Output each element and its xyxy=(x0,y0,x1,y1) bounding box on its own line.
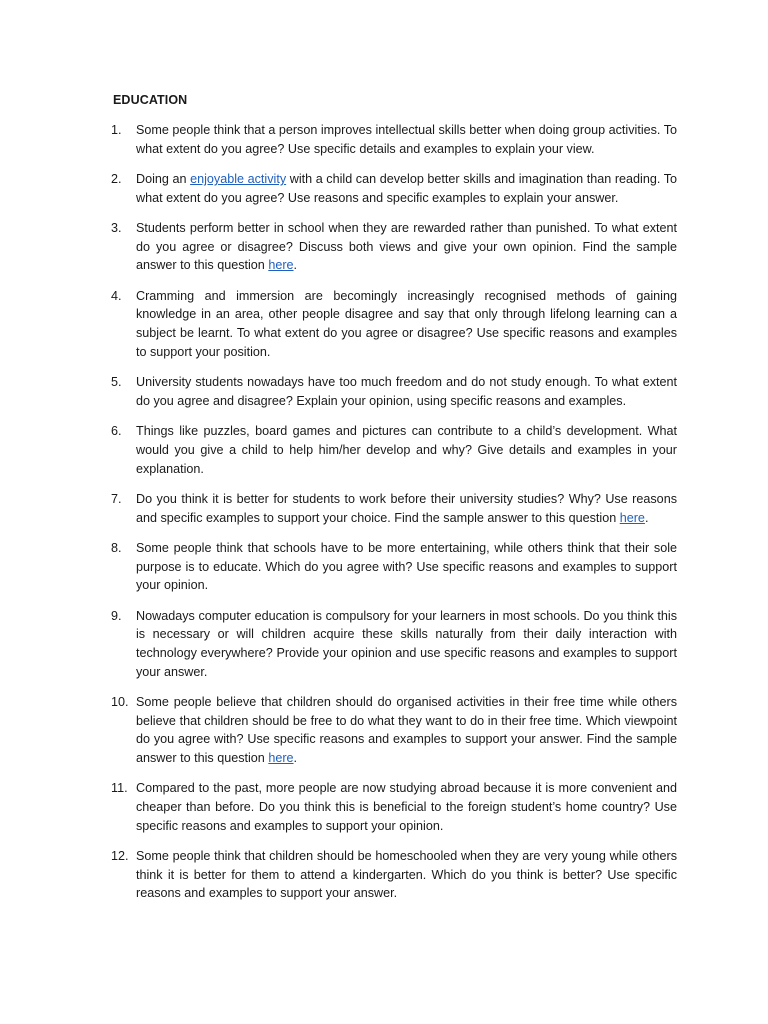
question-text: Some people think that schools have to be more entertaining, while others think that their sole purpose is to educate. Which do you agree with? Use specific reasons and examples to support your opinion. xyxy=(136,540,677,593)
question-number: 1. xyxy=(111,123,122,137)
question-number: 6. xyxy=(111,424,122,439)
question-item-7 xyxy=(111,490,677,527)
question-number: 12. xyxy=(111,849,129,864)
question-number: 9. xyxy=(111,608,122,623)
question-text: University students nowadays have too much freedom and do not study enough. To what extent do you agree and disagree? Explain your opinion, using specific reasons and examples. xyxy=(136,375,677,408)
question-item-11 xyxy=(111,779,677,835)
question-text: Nowadays computer education is compulsory for your learners in most schools. Do you think this is necessary or will children acquire these skills naturally from their daily interaction with technology everywhere? Provide your opinion and use specific reasons and examples to support your answer. xyxy=(136,608,677,679)
question-item-1 xyxy=(111,121,677,158)
question-item-4 xyxy=(111,287,677,362)
question-item-3 xyxy=(111,219,677,275)
question-text: Things like puzzles, board games and pictures can contribute to a child’s development. What would you give a child to help him/her develop and why? Give details and examples in your explanation. xyxy=(136,424,677,476)
question-item-9 xyxy=(111,607,677,682)
question-item-8 xyxy=(111,539,677,595)
question-text-before: Do you think it is better for students to work before their university studies? Why? Use reasons and specific examples to support your choice. Find the sample answer to this question xyxy=(136,491,677,525)
question-number: 8. xyxy=(111,540,122,555)
question-list xyxy=(111,121,677,915)
question-number: 5. xyxy=(111,375,122,390)
question-text xyxy=(136,219,677,275)
question-text: Some people think that children should be homeschooled when they are very young while others think it is better for them to attend a kindergarten. Which do you think is better? Use specific reasons and examples to support your answer. xyxy=(136,849,677,901)
question-text xyxy=(136,170,677,207)
sample-answer-link[interactable]: here xyxy=(619,510,645,525)
question-number: 2. xyxy=(111,172,122,186)
sample-answer-link[interactable]: here xyxy=(268,258,294,273)
question-text: Compared to the past, more people are now studying abroad because it is more convenient and cheaper than before. Do you think this is beneficial to the foreign student’s home country? Use specific reasons and examples to support your opinion. xyxy=(136,781,677,833)
question-number: 4. xyxy=(111,288,122,303)
question-item-6 xyxy=(111,422,677,478)
question-number: 3. xyxy=(111,221,122,235)
question-text xyxy=(136,490,677,527)
document-heading: EDUCATION xyxy=(113,93,188,107)
question-text-before: Doing an xyxy=(136,172,191,186)
question-item-2 xyxy=(111,170,677,207)
enjoyable-activity-link[interactable]: enjoyable activity xyxy=(190,172,287,186)
question-text-after: . xyxy=(293,751,298,766)
question-text-before: Some people believe that children should do organised activities in their free time while others believe that children should be free to do what they want to do in their free time. Which viewpoint do you agree with? Use specific reasons and examples to support your answer. Find the sample answer to this question xyxy=(136,694,677,766)
question-text: Cramming and immersion are becomingly increasingly recognised methods of gaining knowledge in an area, other people disagree and say that only through lifelong learning can a subject be learnt. To what extent do you agree or disagree? Use specific reasons and examples to support your position. xyxy=(136,288,677,359)
question-number: 10. xyxy=(111,694,129,709)
question-text-before: Students perform better in school when they are rewarded rather than punished. To what extent do you agree or disagree? Discuss both views and give your own opinion. Find the sample answer to this question xyxy=(136,221,677,273)
question-item-12 xyxy=(111,847,677,903)
question-number: 11. xyxy=(111,781,128,796)
sample-answer-link[interactable]: here xyxy=(268,751,294,766)
question-number: 7. xyxy=(111,491,122,506)
question-text-after: . xyxy=(293,258,298,273)
question-item-10 xyxy=(111,693,677,768)
question-text-after: with a child can develop better skills and imagination than reading. To what extent do you agree? Use reasons and specific examples to explain your answer. xyxy=(136,172,677,205)
question-text xyxy=(136,693,677,768)
question-item-5 xyxy=(111,373,677,410)
question-text-after: . xyxy=(644,510,649,525)
question-text: Some people think that a person improves intellectual skills better when doing group activities. To what extent do you agree? Use specific details and examples to explain your view. xyxy=(136,123,677,156)
